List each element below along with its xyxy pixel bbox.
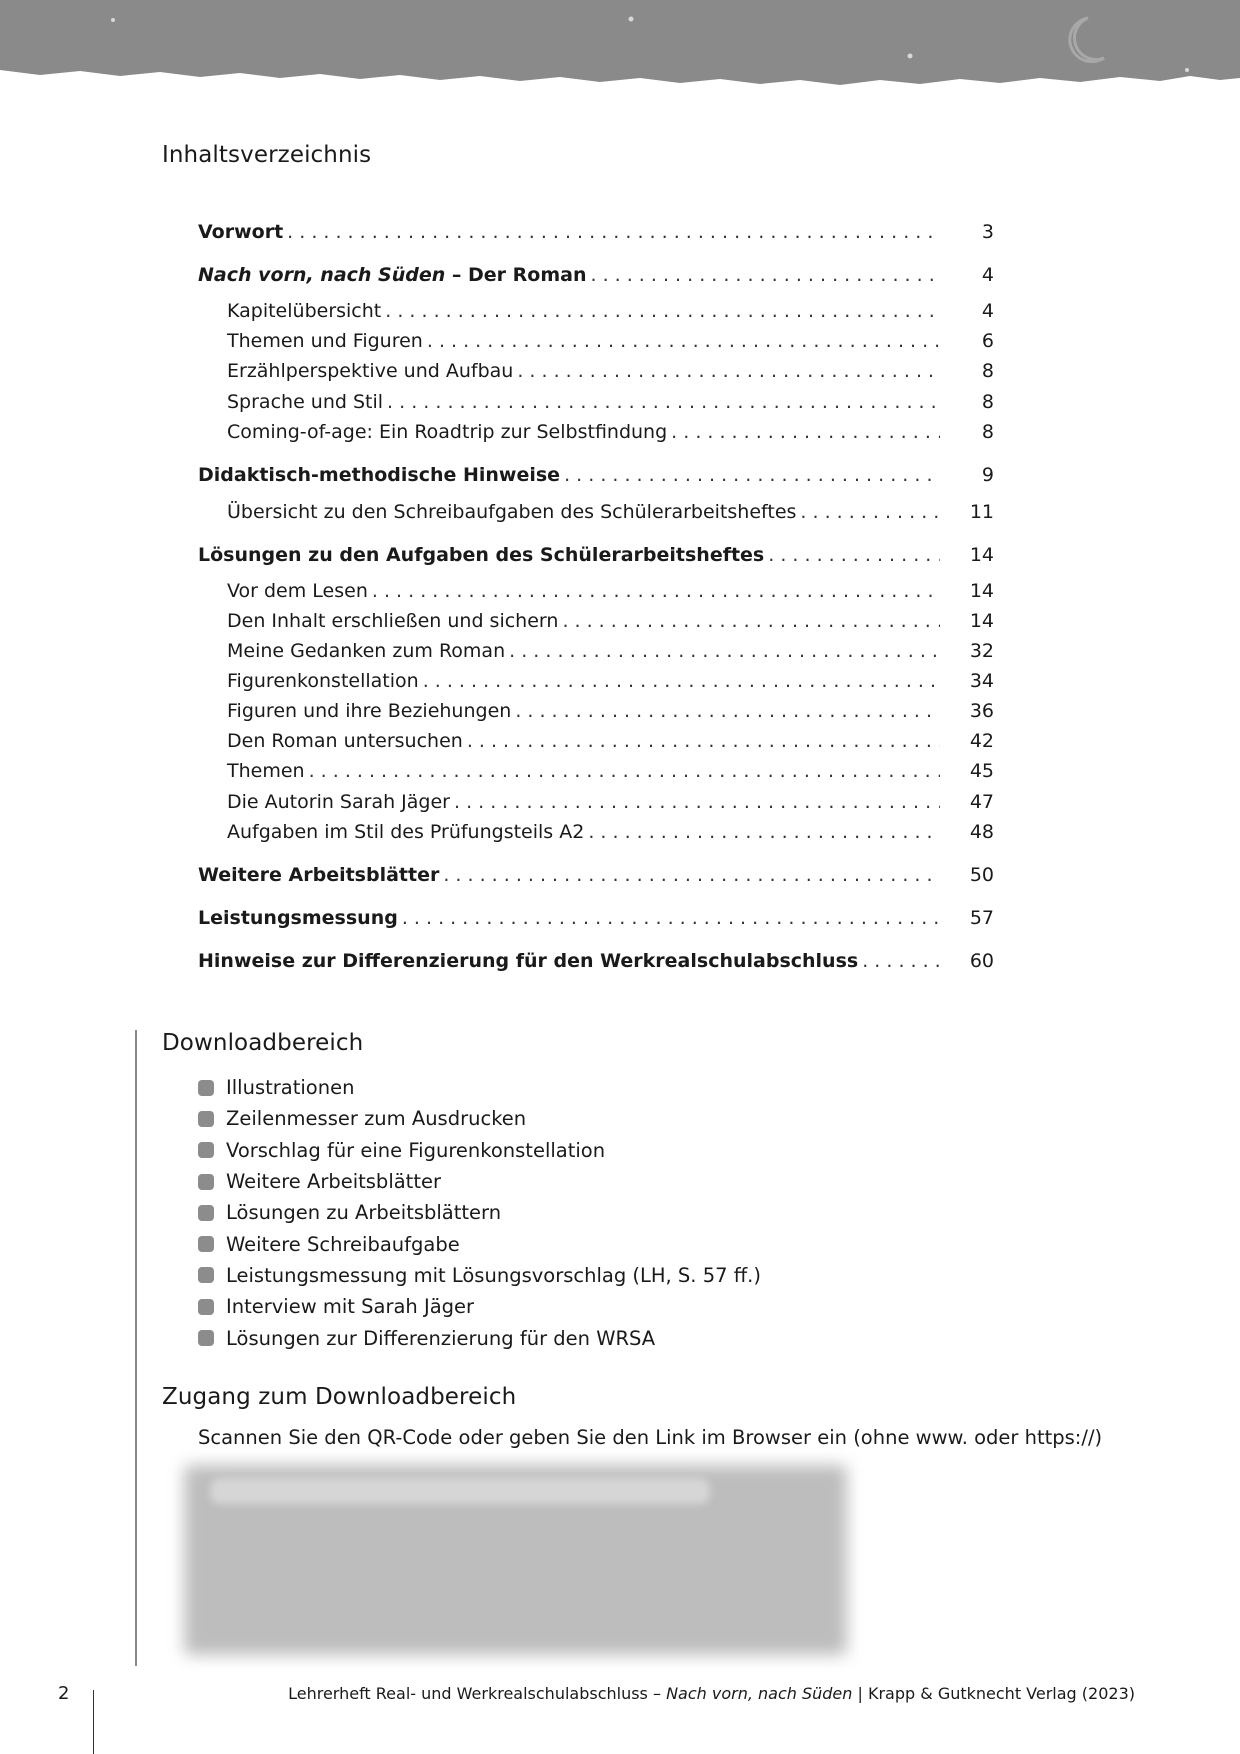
download-item-label: Leistungsmessung mit Lösungsvorschlag (LH, S. 57 ff.) <box>226 1263 761 1287</box>
toc-entry-page: 8 <box>981 421 994 443</box>
footer-divider <box>93 1690 94 1754</box>
toc-entry-page: 60 <box>969 950 994 972</box>
toc-entry-page: 48 <box>969 821 994 843</box>
toc-entry[interactable] <box>227 789 994 815</box>
download-item[interactable] <box>198 1228 761 1259</box>
toc-leader <box>564 462 940 488</box>
toc-entry-page: 4 <box>981 264 994 286</box>
download-item[interactable] <box>198 1072 761 1103</box>
download-list <box>198 1072 761 1354</box>
download-item[interactable] <box>198 1135 761 1166</box>
toc-entry[interactable] <box>198 219 994 245</box>
toc-leader <box>287 219 940 245</box>
toc-entry-label: Themen und Figuren <box>227 330 423 352</box>
download-title: Downloadbereich <box>162 1030 364 1056</box>
toc-entry[interactable] <box>227 608 994 634</box>
toc-entry[interactable] <box>198 905 994 931</box>
toc-entry-label: Aufgaben im Stil des Prüfungsteils A2 <box>227 821 585 843</box>
toc-leader <box>385 298 940 324</box>
footer-citation <box>288 1684 1135 1703</box>
toc-leader <box>800 499 940 525</box>
page-number: 2 <box>58 1683 70 1704</box>
download-item-label: Lösungen zu Arbeitsblättern <box>226 1201 502 1225</box>
download-item-label: Weitere Arbeitsblätter <box>226 1170 441 1194</box>
toc-entry-label: Figuren und ihre Beziehungen <box>227 700 512 722</box>
toc-entry-label: Übersicht zu den Schreibaufgaben des Schülerarbeitsheftes <box>227 501 797 523</box>
bullet-icon <box>198 1174 214 1190</box>
toc-entry[interactable] <box>227 668 994 694</box>
toc-entry-label: Coming-of-age: Ein Roadtrip zur Selbstfindung <box>227 421 668 443</box>
toc-entry[interactable] <box>227 638 994 664</box>
toc-leader <box>515 698 940 724</box>
header-banner <box>0 0 1240 100</box>
toc-entry-page: 11 <box>969 501 994 523</box>
toc-entry-label: Themen <box>227 760 305 782</box>
toc-entry-label: Weitere Arbeitsblätter <box>198 864 440 886</box>
toc-leader <box>372 578 940 604</box>
download-item[interactable] <box>198 1291 761 1322</box>
toc-entry-label: Hinweise zur Differenzierung für den Werkrealschulabschluss <box>198 950 859 972</box>
toc-entry-label-rest: – Der Roman <box>445 264 587 286</box>
toc-entry[interactable] <box>227 419 994 445</box>
bullet-icon <box>198 1205 214 1221</box>
toc-entry[interactable] <box>198 542 994 568</box>
bullet-icon <box>198 1080 214 1096</box>
toc-entry[interactable] <box>227 698 994 724</box>
torn-paper-band <box>0 0 1240 85</box>
footer-text-start: Lehrerheft Real- und Werkrealschulabschluss – <box>288 1684 667 1703</box>
toc-entry-label: Vor dem Lesen <box>227 580 368 602</box>
section-side-rule <box>135 1030 137 1666</box>
toc-entry[interactable] <box>198 262 994 288</box>
toc-entry-page: 45 <box>969 760 994 782</box>
toc-entry[interactable] <box>227 819 994 845</box>
star-icon <box>908 54 913 59</box>
toc-entry-label: Didaktisch-methodische Hinweise <box>198 464 561 486</box>
star-icon <box>111 18 115 22</box>
download-item[interactable] <box>198 1197 761 1228</box>
toc-entry-page: 32 <box>969 640 994 662</box>
toc-entry-label: Die Autorin Sarah Jäger <box>227 791 450 813</box>
toc-leader <box>454 789 940 815</box>
toc-leader <box>768 542 940 568</box>
toc-entry-page: 8 <box>981 391 994 413</box>
toc-entry-page: 42 <box>969 730 994 752</box>
bullet-icon <box>198 1330 214 1346</box>
toc-entry-page: 4 <box>981 300 994 322</box>
toc-leader <box>467 728 940 754</box>
toc-entry-label: Leistungsmessung <box>198 907 398 929</box>
toc-entry[interactable] <box>198 862 994 888</box>
toc-entry-label: Meine Gedanken zum Roman <box>227 640 506 662</box>
toc-entry-label <box>198 262 586 288</box>
toc-entry-page: 50 <box>969 864 994 886</box>
download-item-label: Illustrationen <box>226 1076 355 1100</box>
toc-entry-page: 9 <box>981 464 994 486</box>
toc-entry[interactable] <box>198 948 994 974</box>
toc-entry-label: Lösungen zu den Aufgaben des Schülerarbeitsheftes <box>198 544 765 566</box>
bullet-icon <box>198 1111 214 1127</box>
toc-title: Inhaltsverzeichnis <box>162 142 372 168</box>
access-title: Zugang zum Downloadbereich <box>162 1384 517 1410</box>
toc-entry-page: 47 <box>969 791 994 813</box>
toc-entry-label: Sprache und Stil <box>227 391 384 413</box>
toc-entry-page: 8 <box>981 360 994 382</box>
bullet-icon <box>198 1267 214 1283</box>
footer-text-end: | Krapp & Gutknecht Verlag (2023) <box>852 1684 1135 1703</box>
toc-entry-label: Erzählperspektive und Aufbau <box>227 360 514 382</box>
toc-entry-label: Vorwort <box>198 221 284 243</box>
download-item[interactable] <box>198 1260 761 1291</box>
toc-entry-label: Kapitelübersicht <box>227 300 382 322</box>
toc-entry-label-italic: Nach vorn, nach Süden <box>198 264 446 286</box>
toc-entry[interactable] <box>227 389 994 415</box>
toc-leader <box>862 948 940 974</box>
toc-leader <box>423 668 940 694</box>
toc-leader <box>309 758 940 784</box>
toc-entry[interactable] <box>227 328 994 354</box>
bullet-icon <box>198 1142 214 1158</box>
toc-leader <box>387 389 940 415</box>
access-instructions: Scannen Sie den QR-Code oder geben Sie den Link im Browser ein (ohne www. oder https://) <box>198 1426 1103 1449</box>
bullet-icon <box>198 1299 214 1315</box>
toc-entry-page: 14 <box>969 544 994 566</box>
toc-entry-page: 36 <box>969 700 994 722</box>
download-item-label: Weitere Schreibaufgabe <box>226 1232 460 1256</box>
toc-entry[interactable] <box>227 758 994 784</box>
star-icon <box>629 17 634 22</box>
toc-leader <box>517 358 940 384</box>
download-item[interactable] <box>198 1166 761 1197</box>
toc-entry[interactable] <box>227 358 994 384</box>
toc-leader <box>402 905 940 931</box>
toc-entry[interactable] <box>198 462 994 488</box>
star-icon <box>1185 68 1189 72</box>
download-item-label: Vorschlag für eine Figurenkonstellation <box>226 1138 606 1162</box>
toc-entry-page: 14 <box>969 580 994 602</box>
toc-leader <box>590 262 940 288</box>
toc-entry[interactable] <box>227 499 994 525</box>
toc-entry-label: Figurenkonstellation <box>227 670 419 692</box>
bullet-icon <box>198 1236 214 1252</box>
blurred-link-bar <box>210 1478 710 1504</box>
toc-entry-label: Den Inhalt erschließen und sichern <box>227 610 559 632</box>
toc-leader <box>588 819 940 845</box>
toc-leader <box>509 638 940 664</box>
download-item[interactable] <box>198 1103 761 1134</box>
toc-entry-page: 14 <box>969 610 994 632</box>
toc-entry-page: 57 <box>969 907 994 929</box>
toc-entry[interactable] <box>227 578 994 604</box>
download-item-label: Zeilenmesser zum Ausdrucken <box>226 1107 527 1131</box>
footer-book-title: Nach vorn, nach Süden <box>666 1684 853 1703</box>
toc-leader <box>427 328 940 354</box>
toc-entry-page: 6 <box>981 330 994 352</box>
toc-entry-page: 34 <box>969 670 994 692</box>
toc-leader <box>562 608 940 634</box>
toc-entry[interactable] <box>227 728 994 754</box>
toc-leader <box>443 862 940 888</box>
toc-entry-label: Den Roman untersuchen <box>227 730 463 752</box>
download-item-label: Lösungen zur Differenzierung für den WRSA <box>226 1326 656 1350</box>
download-item-label: Interview mit Sarah Jäger <box>226 1295 475 1319</box>
toc-entry[interactable] <box>227 298 994 324</box>
download-item[interactable] <box>198 1322 761 1353</box>
toc-entry-page: 3 <box>981 221 994 243</box>
toc-leader <box>671 419 940 445</box>
